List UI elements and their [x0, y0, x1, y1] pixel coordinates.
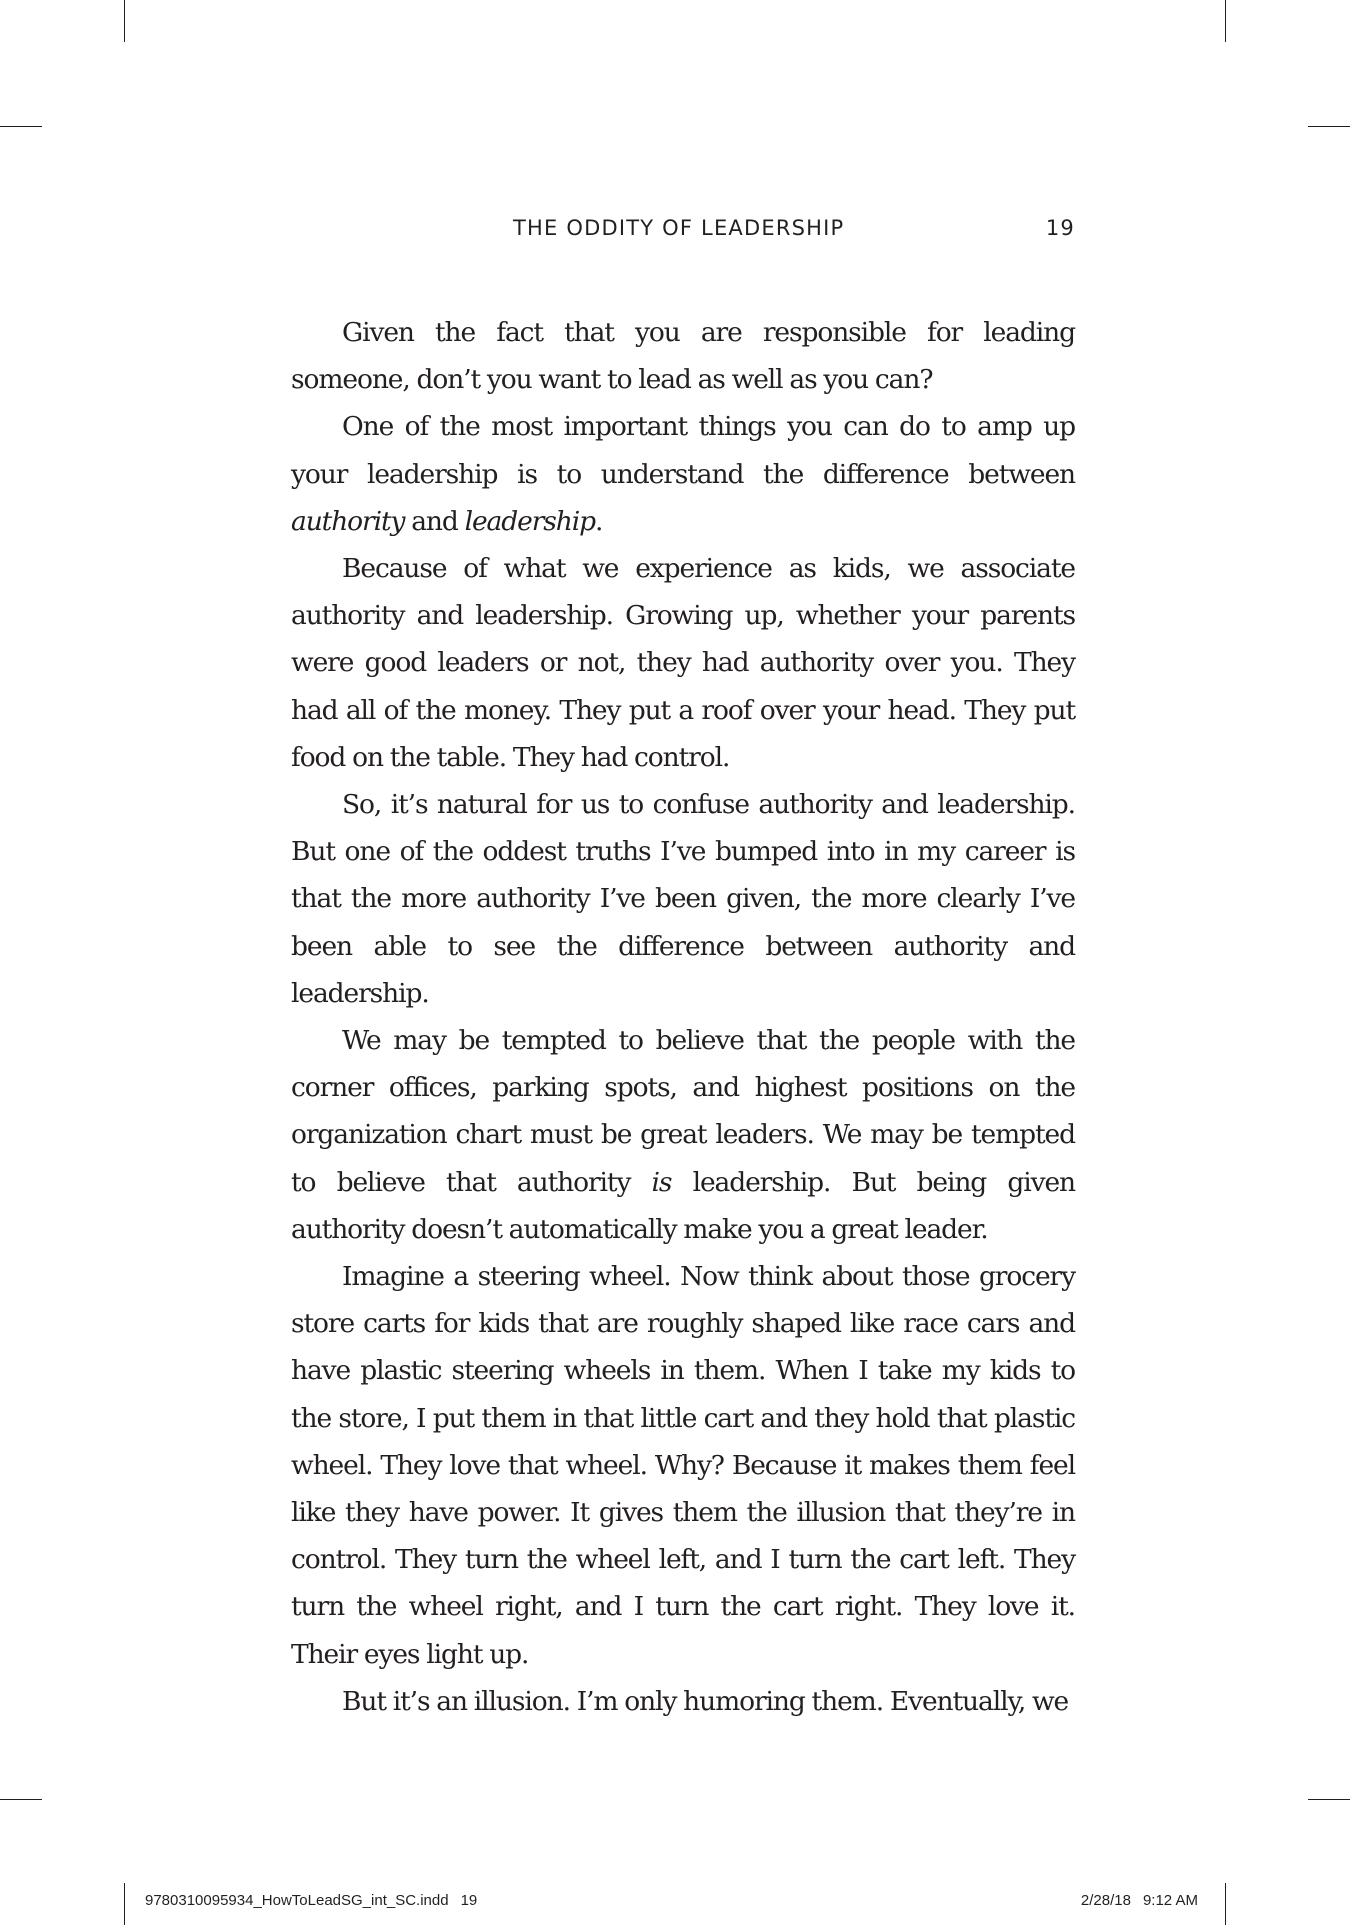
paragraph-3: Because of what we experience as kids, we associate authority and leadership. Growing up, whether your parents were good leaders or not, they had authority over you. They had all of the money. They put a roof over your head. They put food on the table. They had control.: [291, 553, 1075, 773]
paragraph-2: [291, 403, 1075, 545]
paragraph-5-rest: leadership. But being given authority doesn’t automatically make you a great leader.: [291, 1166, 1075, 1245]
slug-filename: 9780310095934_HowToLeadSG_int_SC.indd: [145, 1892, 449, 1909]
crop-mark-bottom-right-horizontal: [1308, 1799, 1350, 1800]
body-text: [291, 309, 1075, 1725]
crop-mark-top-right: [1225, 0, 1226, 42]
paragraph-2-and: and: [404, 505, 465, 537]
paragraph-5-text: We may be tempted to believe that the people with the corner offices, parking spots, and highest positions on the organization chart must be great leaders. We may be tempted to believe that authority: [291, 1025, 1075, 1198]
crop-mark-bottom-right: [1225, 1883, 1226, 1925]
page-number: 19: [1045, 216, 1075, 240]
crop-mark-top-left-horizontal: [0, 126, 42, 127]
slug-page: 19: [460, 1892, 478, 1909]
crop-mark-bottom-left: [124, 1883, 125, 1925]
crop-mark-top-left: [124, 0, 125, 42]
slug-time: 9:12 AM: [1142, 1892, 1198, 1909]
paragraph-1: Given the fact that you are responsible for leading someone, don’t you want to lead as well as you can?: [291, 317, 1075, 396]
slug-date: 2/28/18: [1080, 1892, 1131, 1909]
running-title: THE ODDITY OF LEADERSHIP: [513, 216, 845, 240]
emphasis-is: is: [651, 1166, 672, 1198]
paragraph-5: [291, 1017, 1075, 1253]
emphasis-authority: authority: [291, 505, 405, 537]
slug-file-info: [145, 1892, 477, 1912]
crop-mark-bottom-left-horizontal: [0, 1799, 42, 1800]
crop-mark-top-right-horizontal: [1308, 126, 1350, 127]
emphasis-leadership: leadership: [464, 505, 595, 537]
paragraph-6: Imagine a steering wheel. Now think about those grocery store carts for kids that are roughly shaped like race cars and have plastic steering wheels in them. When I take my kids to the store, I put them in that little cart and they hold that plastic wheel. They love that wheel. Why? Because it makes them feel like they have power. It gives them the illusion that they’re in control. They turn the wheel left, and I turn the cart left. They turn the wheel right, and I turn the cart right. They love it. Their eyes light up.: [291, 1261, 1075, 1670]
paragraph-2-period: .: [594, 505, 603, 537]
paragraph-2-text: One of the most important things you can do to amp up your leadership is to understand the difference between: [291, 411, 1075, 490]
slug-timestamp: [1081, 1892, 1198, 1912]
paragraph-4: So, it’s natural for us to confuse authority and leadership. But one of the oddest truths I’ve bumped into in my career is that the more authority I’ve been given, the more clearly I’ve been able to see the difference between authority and leadership.: [291, 789, 1075, 1009]
running-head: [291, 216, 1075, 246]
paragraph-7: But it’s an illusion. I’m only humoring them. Eventually, we: [342, 1685, 1069, 1717]
